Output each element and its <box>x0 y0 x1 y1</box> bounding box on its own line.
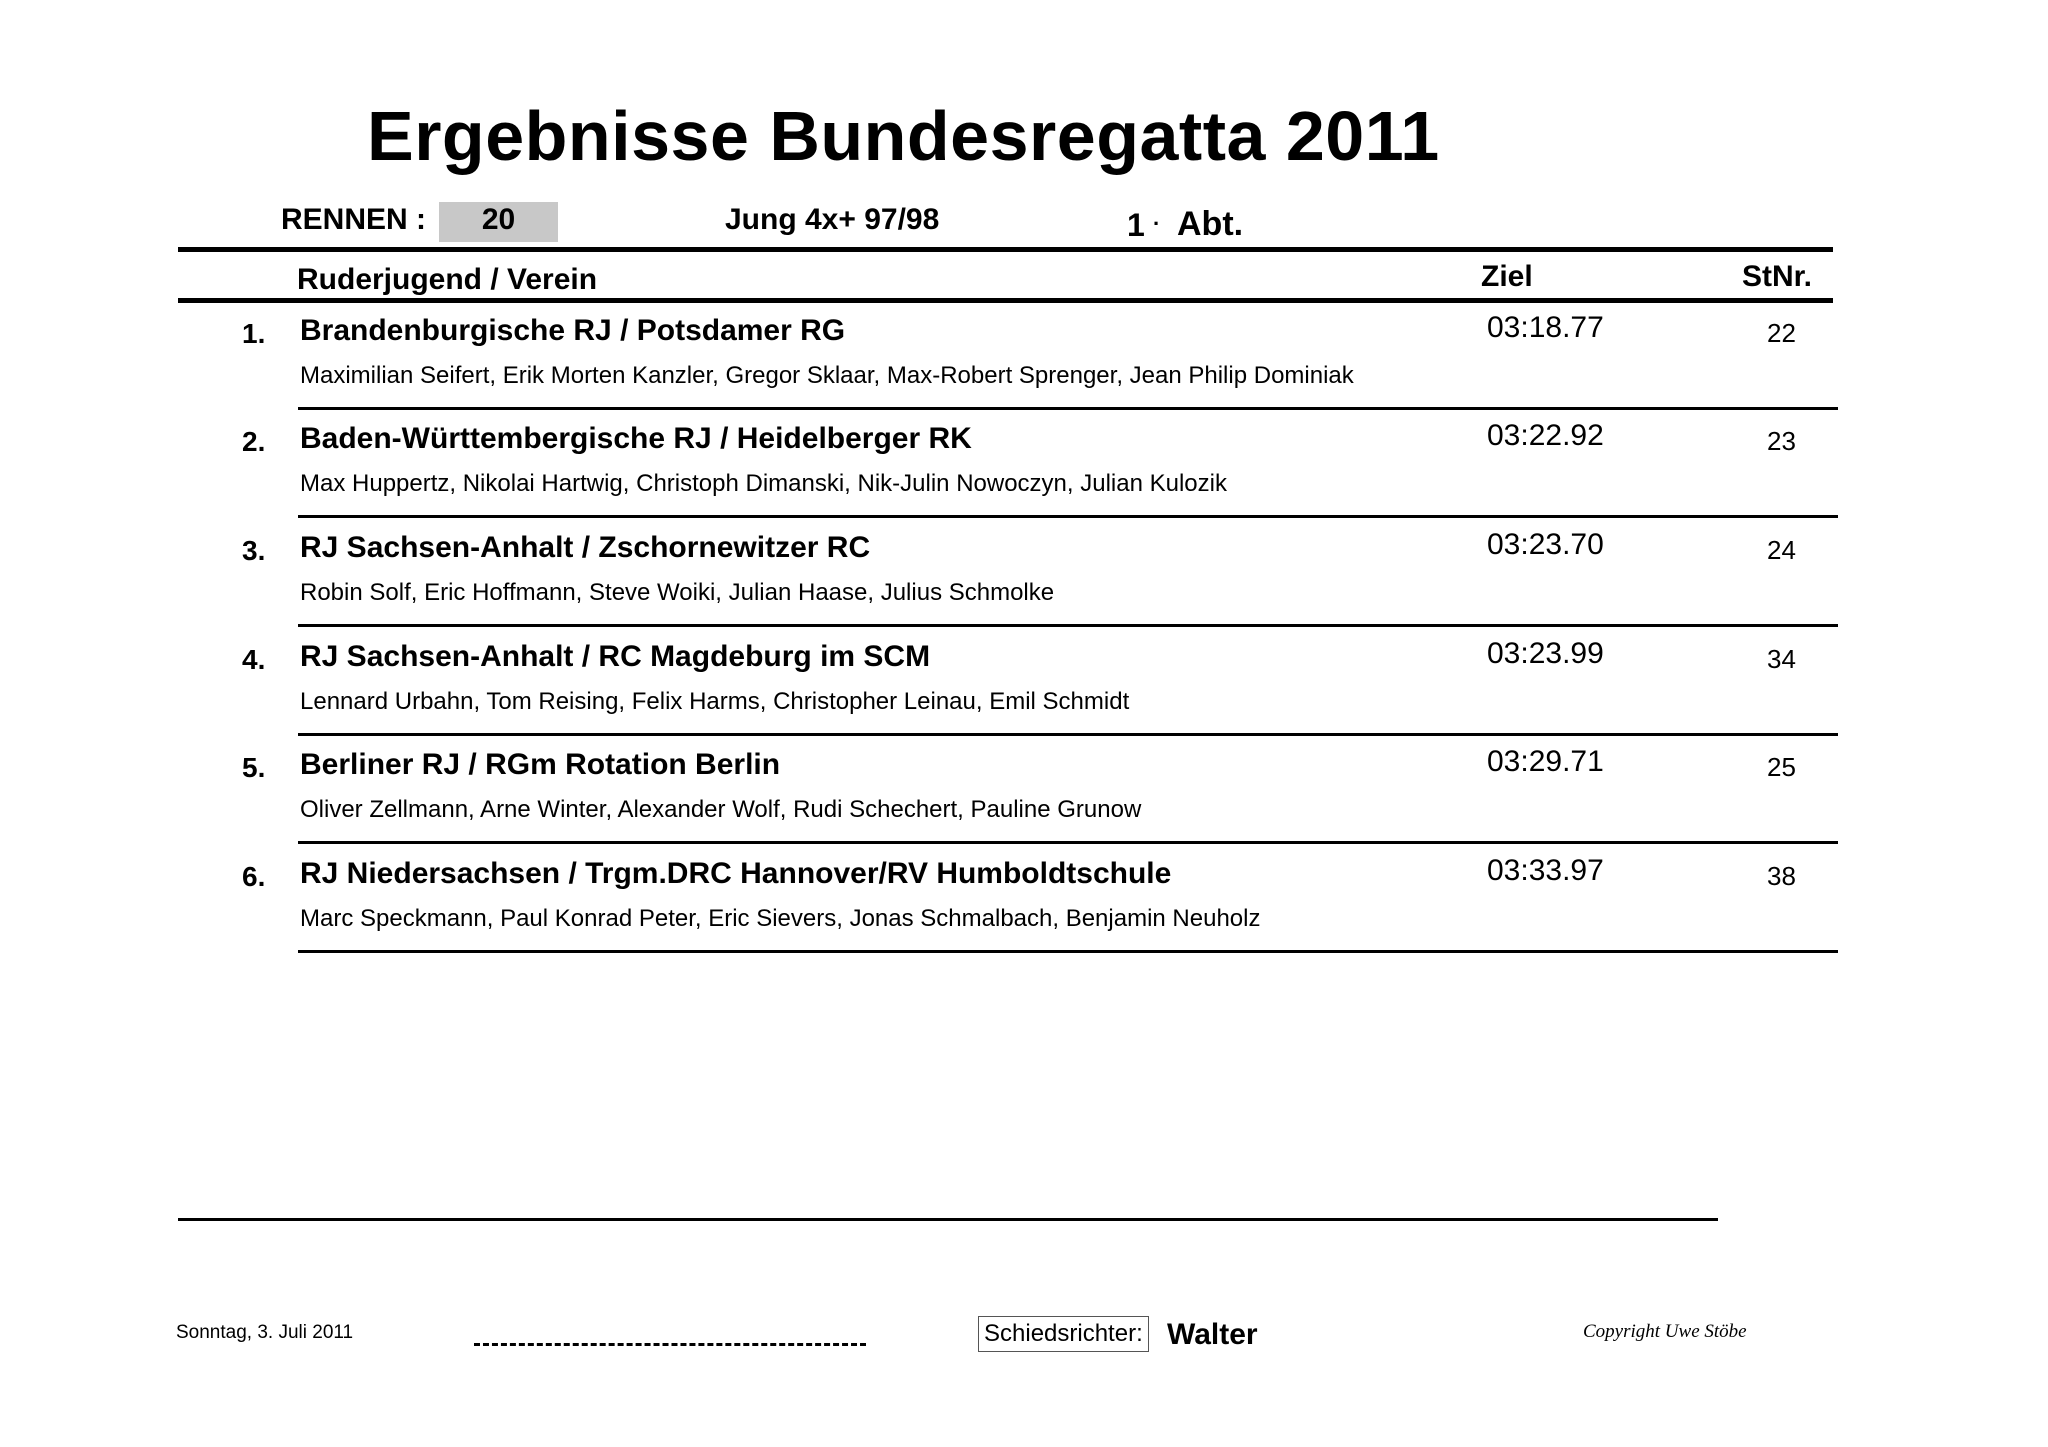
result-crew: Oliver Zellmann, Arne Winter, Alexander Wolf, Rudi Schechert, Pauline Grunow <box>300 796 1142 823</box>
result-crew: Marc Speckmann, Paul Konrad Peter, Eric Sievers, Jonas Schmalbach, Benjamin Neuholz <box>300 905 1261 932</box>
result-club: Baden-Württembergische RJ / Heidelberger RK <box>300 422 972 455</box>
header-bottom-rule <box>178 298 1833 303</box>
result-rank: 1. <box>242 318 266 349</box>
division-number: 1 <box>1127 207 1145 243</box>
result-row <box>0 745 2048 860</box>
row-divider <box>298 841 1838 844</box>
result-rank: 4. <box>242 644 266 675</box>
header-top-rule <box>178 247 1833 252</box>
result-row <box>0 311 2048 426</box>
result-club: RJ Niedersachsen / Trgm.DRC Hannover/RV Humboldtschule <box>300 857 1172 890</box>
division-dot: . <box>1153 205 1160 230</box>
result-crew: Maximilian Seifert, Erik Morten Kanzler, Gregor Sklaar, Max-Robert Sprenger, Jean Philip Dominiak <box>300 362 1354 389</box>
result-rank: 3. <box>242 535 266 566</box>
result-start-number: 34 <box>1767 644 1796 674</box>
result-crew: Lennard Urbahn, Tom Reising, Felix Harms, Christopher Leinau, Emil Schmidt <box>300 688 1130 715</box>
result-row <box>0 854 2048 969</box>
result-club: Berliner RJ / RGm Rotation Berlin <box>300 748 781 781</box>
referee-name: Walter <box>1167 1318 1258 1351</box>
result-row <box>0 637 2048 752</box>
result-time: 03:22.92 <box>1487 419 1604 452</box>
result-start-number: 38 <box>1767 861 1796 891</box>
result-rank: 2. <box>242 426 266 457</box>
result-start-number: 25 <box>1767 752 1796 782</box>
result-start-number: 22 <box>1767 318 1796 348</box>
result-crew: Robin Solf, Eric Hoffmann, Steve Woiki, Julian Haase, Julius Schmolke <box>300 579 1055 606</box>
result-club: Brandenburgische RJ / Potsdamer RG <box>300 314 846 347</box>
row-divider <box>298 624 1838 627</box>
result-time: 03:23.99 <box>1487 637 1604 670</box>
row-divider <box>298 407 1838 410</box>
result-rank: 6. <box>242 861 266 892</box>
row-divider <box>298 515 1838 518</box>
result-start-number: 24 <box>1767 535 1796 565</box>
race-number: 20 <box>481 203 516 236</box>
referee-label: Schiedsrichter: <box>978 1316 1149 1352</box>
result-club: RJ Sachsen-Anhalt / Zschornewitzer RC <box>300 531 871 564</box>
result-club: RJ Sachsen-Anhalt / RC Magdeburg im SCM <box>300 640 931 673</box>
result-time: 03:33.97 <box>1487 854 1604 887</box>
result-time: 03:29.71 <box>1487 745 1604 778</box>
copyright-notice: Copyright Uwe Stöbe <box>1583 1321 1747 1342</box>
result-row <box>0 419 2048 534</box>
signature-line <box>474 1343 866 1346</box>
result-start-number: 23 <box>1767 426 1796 456</box>
column-header-club: Ruderjugend / Verein <box>297 263 598 296</box>
column-header-start-number: StNr. <box>1742 260 1813 293</box>
result-rank: 5. <box>242 752 266 783</box>
result-row <box>0 528 2048 643</box>
row-divider <box>298 950 1838 953</box>
race-label: RENNEN : <box>281 203 427 236</box>
row-divider <box>298 733 1838 736</box>
result-time: 03:23.70 <box>1487 528 1604 561</box>
footer-rule <box>178 1218 1718 1221</box>
result-crew: Max Huppertz, Nikolai Hartwig, Christoph Dimanski, Nik-Julin Nowoczyn, Julian Kulozik <box>300 470 1227 497</box>
footer-date: Sonntag, 3. Juli 2011 <box>176 1322 354 1343</box>
division-label: Abt. <box>1177 205 1244 243</box>
column-header-finish-time: Ziel <box>1481 260 1533 293</box>
page-title: Ergebnisse Bundesregatta 2011 <box>367 97 1440 175</box>
result-time: 03:18.77 <box>1487 311 1604 344</box>
race-name: Jung 4x+ 97/98 <box>725 203 940 236</box>
